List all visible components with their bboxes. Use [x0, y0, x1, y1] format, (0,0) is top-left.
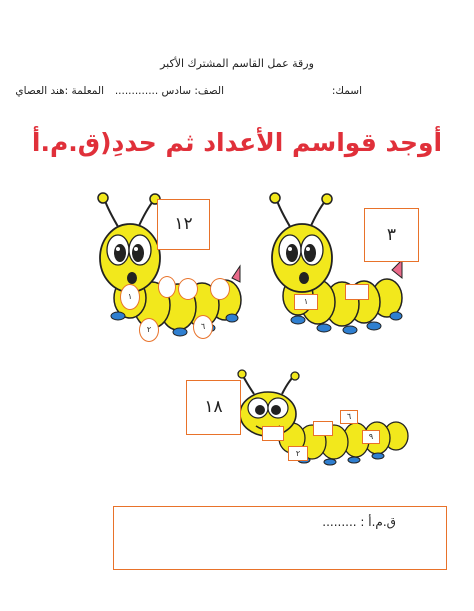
gcf-answer-label: ق.م.أ : ......... — [322, 515, 396, 529]
number-box-right: ٣ — [364, 208, 419, 262]
instruction-heading: أوجد قواسم الأعداد ثم حددِ(ق.م.أ — [31, 128, 443, 157]
divisor-box[interactable]: ٩ — [362, 430, 380, 444]
divisor-oval[interactable]: ١ — [120, 284, 140, 310]
number-box-bottom: ١٨ — [186, 380, 241, 435]
divisor-oval[interactable]: ٢ — [139, 318, 159, 342]
divisor-box[interactable] — [345, 284, 369, 300]
divisor-oval[interactable] — [158, 276, 176, 298]
answer-box[interactable] — [113, 506, 447, 570]
divisor-oval[interactable] — [210, 278, 230, 300]
divisor-box[interactable]: ٦ — [340, 410, 358, 424]
divisor-box[interactable] — [262, 426, 284, 441]
class-label: الصف: سادس ............. — [114, 85, 224, 97]
worksheet-title: ورقة عمل القاسم المشترك الأكبر — [160, 57, 314, 70]
number-box-left: ١٢ — [157, 199, 210, 250]
divisor-box[interactable]: ٢ — [288, 446, 308, 461]
divisor-box[interactable] — [313, 421, 333, 436]
divisor-oval[interactable]: ٦ — [193, 315, 213, 339]
divisor-box[interactable]: ١ — [294, 294, 318, 310]
name-label: اسمك: — [331, 85, 362, 97]
divisor-oval[interactable] — [178, 278, 198, 300]
teacher-label: المعلمة :هند العصاي — [15, 85, 104, 97]
caterpillar-icon — [232, 370, 412, 470]
